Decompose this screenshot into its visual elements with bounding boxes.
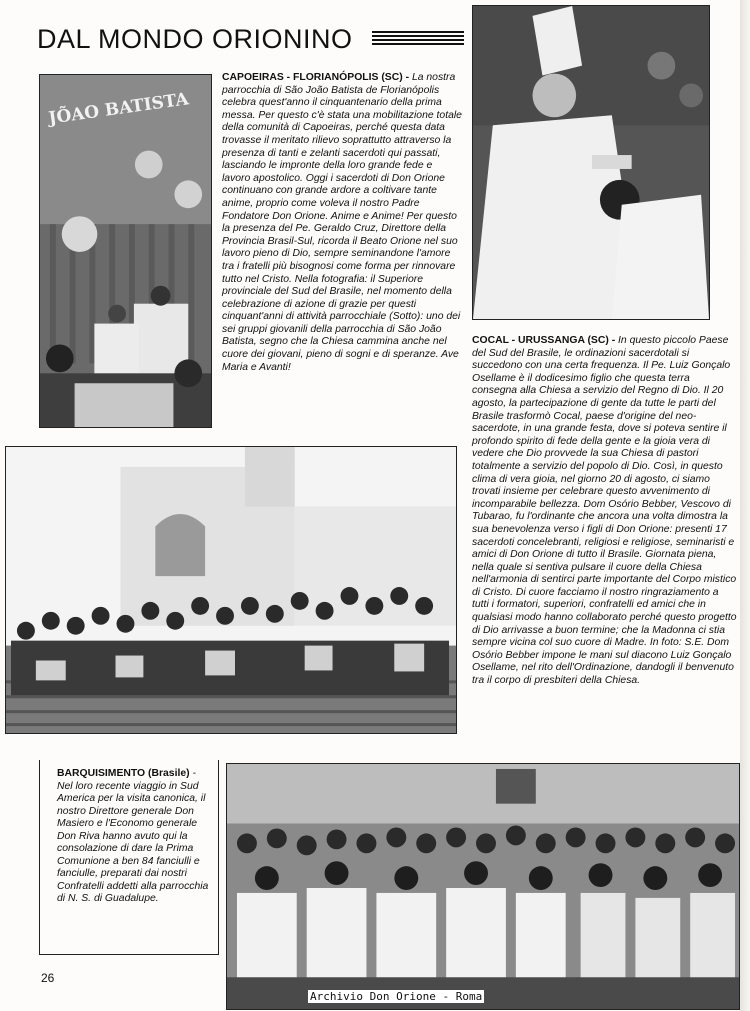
page-number: 26: [41, 971, 55, 985]
photo-sign-text: JÕAO BATISTA: [47, 89, 190, 129]
article-cocal: [472, 335, 737, 688]
photo-first-communion: [226, 763, 740, 1010]
article-capoeiras: [222, 72, 463, 374]
page-title: DAL MONDO ORIONINO: [37, 24, 353, 54]
article-cocal-body: In questo piccolo Paese del Sud del Brasile, le ordinazioni sacerdotali si succedono con una certa frequenza. Il Pe. Luiz Gonçalo Osellame è il dodicesimo figlio che questa terra consegna alla Chiesa a servizio del Regno di Dio. Il 20 agosto, la partecipazione di gente da tutte le parti del Brasile trasformò Cocal, paese d'origine del neo-sacerdote, in una grande festa, dove si poteva sentire il profondo spirito di fede della gente e la gioia vera di vedere che Dio provvede la sua Chiesa di pastori totalmente a servizio del popolo di Dio. Così, in questo clima di vera gioia, nel giorno 20 di agosto, ci siamo trovati insieme per celebrare questo avvenimento di incomparabile bellezza. Dom Osório Bebber, Vescovo di Tubarao, fu l'ordinante che ancora una volta dimostra la sua benevolenza verso i figli di Don Orione: presenti 17 sacerdoti concelebranti, religiosi e religiose, seminaristi e amici di Don Orione di tutto il Brasile. Giornata piena, nella quale si sentiva pulsare il cuore della Chiesa nell'armonia di sentirci parte importante del Corpo mistico di Cristo. Di cuore facciamo il nostro ringraziamento a tutti i formatori, superiori, confratelli ed amici che in qualsiasi modo hanno collaborato perché questo progetto di Dio arrivasse a buon termine; che la Madonna ci stia sempre vicina col suo cuore di Madre. In foto: S.E. Dom Osório Bebber impone le mani sul diacono Luiz Gonçalo Osellame, nel rito dell'Ordinazione, dandogli il benvenuto tra il corpo di presbiteri della Chiesa.: [472, 335, 737, 687]
article-barquisimento-body: - Nel loro recente viaggio in Sud America per la visita canonica, il nostro Direttore generale Don Masiero e l'Economo generale Don Riva hanno avuto qui la consolazione di dare la Prima Comunione a ben 84 fanciulli e fanciulle, preparati dai nostri Confratelli addetti alla parrocchia di N. S. di Guadalupe.: [57, 768, 209, 904]
archive-watermark: Archivio Don Orione - Roma: [310, 990, 483, 1003]
photo-youth-group: [5, 446, 457, 734]
title-decoration: [372, 31, 464, 47]
article-cocal-lead: COCAL - URUSSANGA (SC) -: [472, 335, 616, 346]
page-edge: [740, 0, 750, 1011]
article-capoeiras-body: La nostra parrocchia di São João Batista de Florianópolis celebra quest'anno il cinquantenario della prima messa. Per questo c'è stata una mobilitazione totale della comunità di Capoeiras, perché questa data trovasse il meritato rilievo soprattutto attraverso la presenza di tanti e zelanti sacerdoti qui passati, lasciando le impronte della loro grande fede e lavoro apostolico. Oggi i sacerdoti di Don Orione continuano con grande ardore a coltivare tante anime, proprio come voleva il nostro Padre Fondatore Don Orione. Anime e Anime! Per questo la presenza del Pe. Geraldo Cruz, Direttore della Provincia Brasil-Sul, ricorda il Beato Orione nel suo lavoro pieno di Dio, sempre seminandone l'amore tra i fratelli più bisognosi come forma per rinnovare tutto nel Cristo. Nella fotografia: il Superiore provinciale del Sud del Brasile, nel momento della celebrazione di azione di grazie per questi cinquant'anni di attività parrocchiale (Sotto): uno dei sei gruppi giovanili della parrocchia di São João Batista, segno che la Chiesa cammina anche nel cuore dei giovani, pieno di sogni e di speranze. Ave Maria e Avanti!: [222, 72, 462, 373]
article-barquisimento-lead: BARQUISIMENTO (Brasile): [57, 768, 190, 779]
photo-altar-celebration: [39, 74, 212, 428]
photo-ordination: [472, 5, 710, 320]
article-barquisimento: [57, 768, 214, 906]
article-capoeiras-lead: CAPOEIRAS - FLORIANÓPOLIS (SC) -: [222, 72, 410, 83]
